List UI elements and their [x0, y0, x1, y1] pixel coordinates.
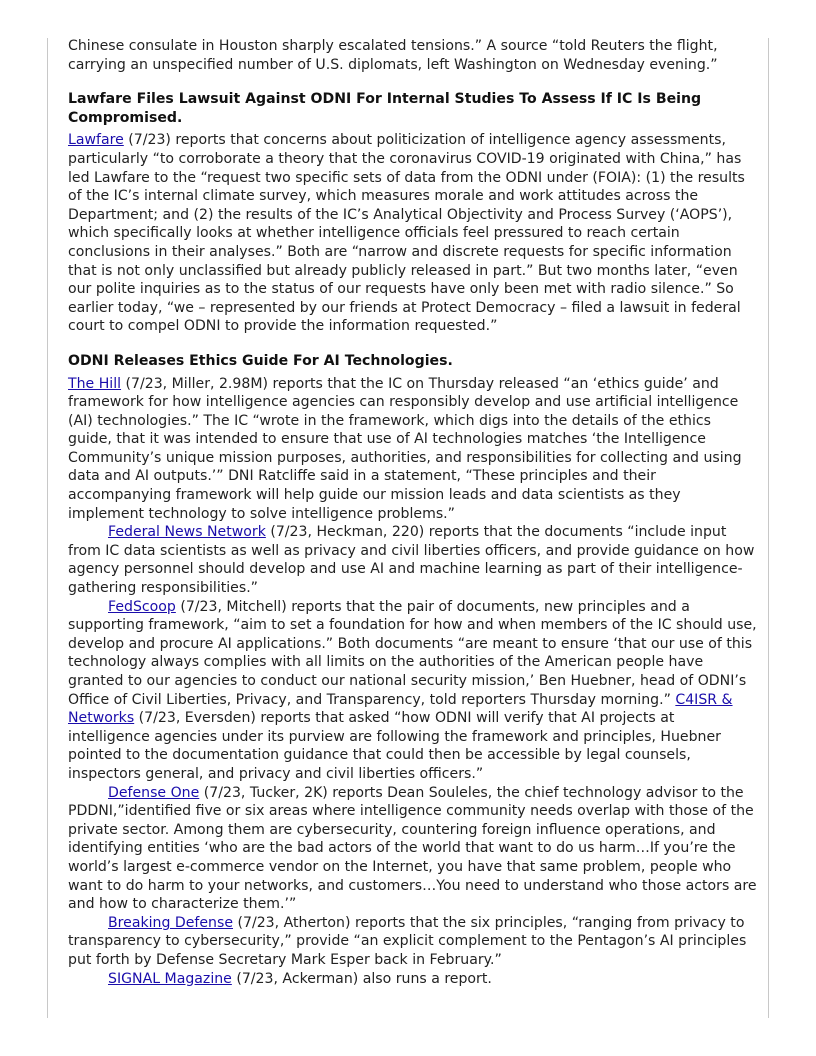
article-paragraph: [68, 914, 758, 970]
source-link-c4isr-networks[interactable]: C4ISR & Networks: [68, 691, 733, 727]
paragraph-text: (7/23, Ackerman) also runs a report.: [231, 970, 492, 987]
right-margin-rule: [768, 38, 769, 1018]
article-paragraph: [68, 131, 758, 336]
article-paragraph: [68, 523, 758, 597]
article-headline: Lawfare Files Lawsuit Against ODNI For Internal Studies To Assess If IC Is Being Compromised.: [68, 91, 702, 126]
source-link-breaking-defense[interactable]: Breaking Defense: [108, 914, 233, 931]
left-margin-rule: [47, 38, 48, 1018]
paragraph-text: (7/23) reports that concerns about politicization of intelligence agency assessments, particularly “to corroborate a theory that the coronavirus COVID-19 originated with China,” has led Lawfare to the “request two specific sets of data from the ODNI under (FOIA): (1) the results of the IC’s internal climate survey, which measures morale and work attitudes across the Department; and (2) the results of the IC’s Analytical Objectivity and Process Survey (‘AOPS’), which specifically looks at whether intelligence officials feel pressured to reach certain conclusions in their analyses.” Both are “narrow and discrete requests for specific information that is not only unclassified but already publicly released in part.” But two months later, “even our polite inquiries as to the status of our requests have only been met with radio silence.” So earlier today, “we – represented by our friends at Protect Democracy – filed a lawsuit in federal court to compel ODNI to provide the information requested.”: [68, 132, 745, 335]
paragraph-text: (7/23, Mitchell) reports that the pair of documents, new principles and a supporting framework, “aim to set a foundation for how and when members of the IC should use, develop and procure AI applications.” Both documents “are meant to ensure ‘that our use of this technology always complies with all limits on the authorities of the American people have granted to our agencies to conduct our national security mission,’ Ben Huebner, head of ODNI’s Office of Civil Liberties, Privacy, and Transparency, told reporters Thursday morning.”: [68, 598, 757, 708]
source-link-defense-one[interactable]: Defense One: [108, 784, 200, 801]
source-link-federal-news-network[interactable]: Federal News Network: [108, 524, 266, 541]
paragraph-text: (7/23, Tucker, 2K) reports Dean Souleles, the chief technology advisor to the PDDNI,”identified five or six areas where intelligence community needs overlap with those of the private sector. Among them are cybersecurity, countering foreign influence operations, and identifying entities ‘who are the bad actors of the world that want to do us harm…If you’re the world’s largest e-commerce vendor on the Internet, you have that same problem, people who want to do harm to your networks, and customers…You need to understand who those actors are and how to characterize them.’”: [68, 784, 757, 913]
source-link-lawfare[interactable]: Lawfare: [68, 132, 124, 149]
source-link-the-hill[interactable]: The Hill: [68, 375, 122, 392]
paragraph-text: (7/23, Heckman, 220) reports that the documents “include input from IC data scientists as well as privacy and civil liberties officers, and provide guidance on how agency personnel should develop and use AI and machine learning as part of their intelligence-gathering responsibilities.”: [68, 524, 755, 597]
paragraph-text: (7/23, Miller, 2.98M) reports that the IC on Thursday released “an ‘ethics guide’ and framework for how intelligence agencies can responsibly develop and use artificial intelligence (AI) technologies.” The IC “wrote in the framework, which digs into the details of the ethics guide, that it was intended to ensure that use of AI technologies matches ‘the Intelligence Community’s unique mission purposes, authorities, and responsibilities for collecting and using data and AI outputs.’” DNI Ratcliffe said in a statement, “These principles and their accompanying framework will help guide our mission leads and data scientists as they implement technology to solve intelligence problems.”: [68, 375, 742, 522]
paragraph-text: (7/23, Atherton) reports that the six principles, “ranging from privacy to transparency to cybersecurity,” provide “an explicit complement to the Pentagon’s AI principles put forth by Defense Secretary Mark Esper back in February.”: [68, 914, 747, 968]
article-paragraph: [68, 784, 758, 914]
article-paragraph: [68, 375, 758, 524]
document-body: [68, 37, 758, 988]
source-link-signal-magazine[interactable]: SIGNAL Magazine: [108, 970, 232, 987]
intro-paragraph: Chinese consulate in Houston sharply escalated tensions.” A source “told Reuters the flight, carrying an unspecified number of U.S. diplomats, left Washington on Wednesday evening.”: [68, 38, 718, 73]
article-paragraph: [68, 970, 758, 989]
paragraph-text: (7/23, Eversden) reports that asked “how ODNI will verify that AI projects at intelligence agencies under its purview are following the framework and principles, Huebner pointed to the documentation guidance that could then be accessible by legal counsels, inspectors general, and privacy and civil liberties officers.”: [68, 710, 721, 782]
source-link-fedscoop[interactable]: FedScoop: [108, 598, 176, 615]
article-paragraph: [68, 598, 758, 784]
article-headline: ODNI Releases Ethics Guide For AI Technologies.: [68, 352, 453, 369]
